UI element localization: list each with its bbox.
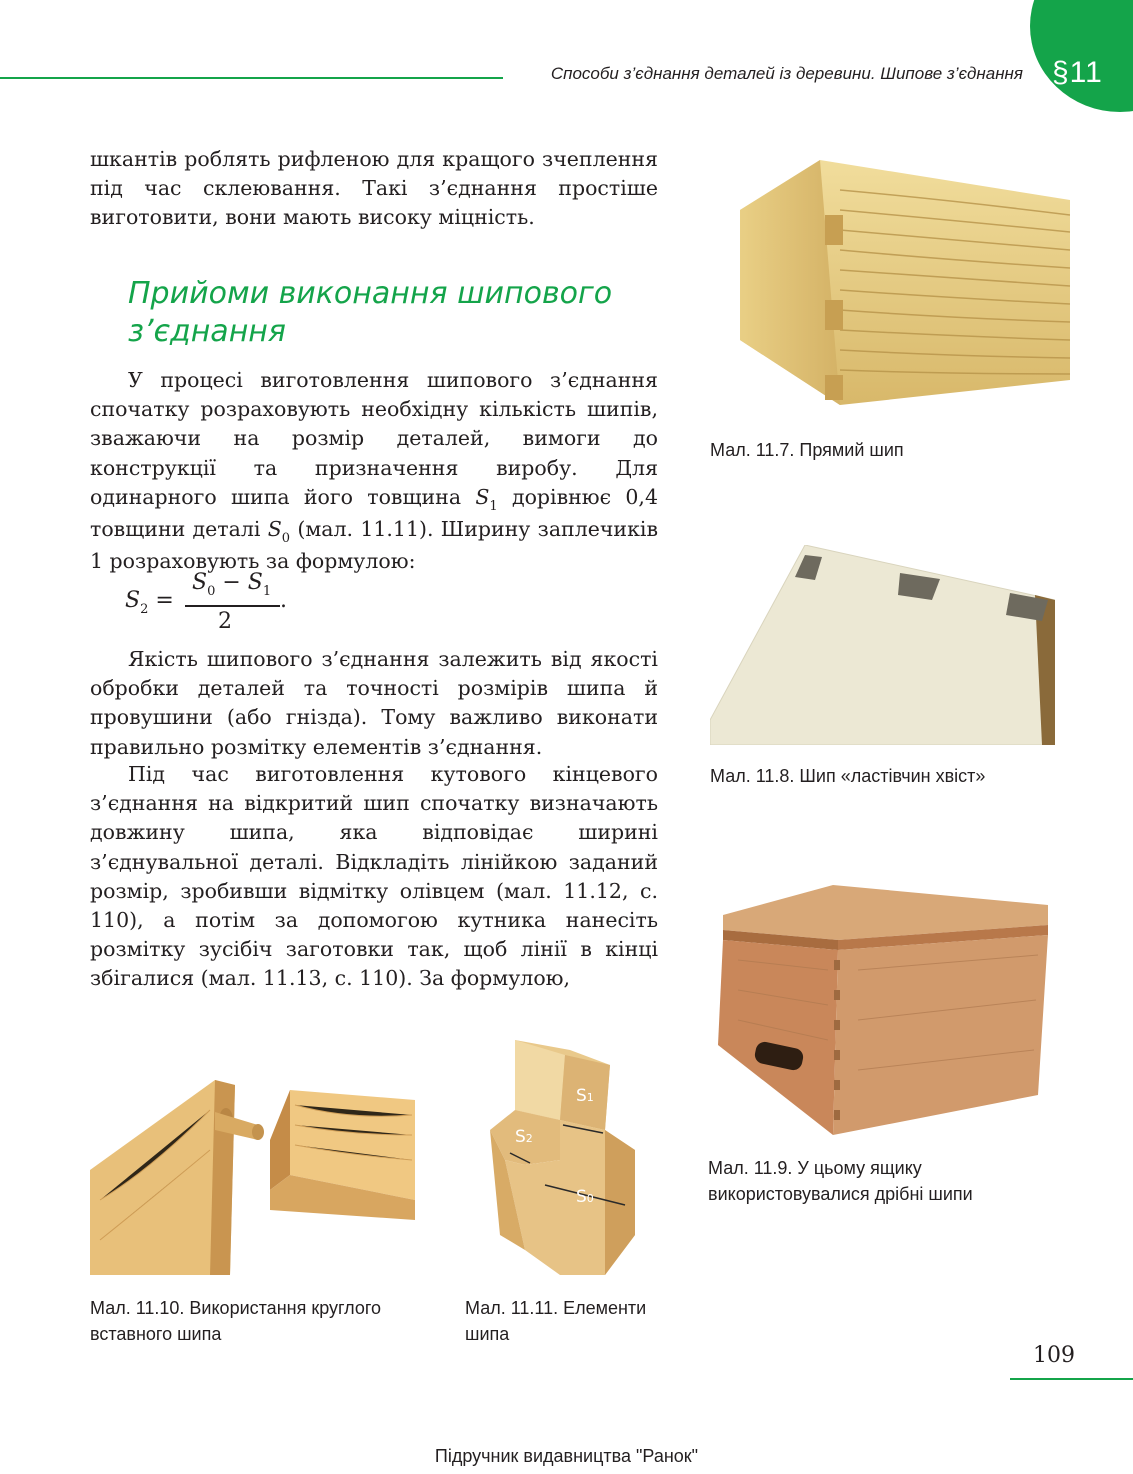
formula-numerator: $S_0 - S_1$ bbox=[192, 570, 272, 599]
page-number-rule bbox=[1010, 1378, 1133, 1380]
fraction-bar bbox=[185, 605, 280, 607]
paragraph-corner-joint: Під час виготовлення кутового кінцевого з’єднання на відкритий шип спочатку визначають довжину шипа, яка відповідає ширині з’єднувальної деталі. Відкладіть лінійкою заданий розмір, зробивши відмітку олівцем (мал. 11.12, с. 110), а потім за допомогою кутника нанесіть розмітку зусібіч заготовки так, щоб лінії в кінці збігалися (мал. 11.13, с. 110). За формулою, bbox=[90, 762, 658, 991]
caption-fig-11-8: Мал. 11.8. Шип «ластівчин хвіст» bbox=[710, 766, 986, 786]
formula-denominator: 2 bbox=[218, 609, 232, 634]
caption-fig-11-10 bbox=[90, 1295, 381, 1347]
formula-period: . bbox=[280, 588, 287, 613]
caption-fig-11-9 bbox=[708, 1155, 973, 1207]
figure-straight-tenon bbox=[740, 160, 1070, 405]
figure-box bbox=[718, 880, 1053, 1140]
running-title: Способи з’єднання деталей із деревини. Шипове з’єднання bbox=[550, 64, 1023, 83]
paragraph-quality: Якість шипового з’єднання залежить від якості обробки деталей та точності розмірів шипа й провушини (або гнізда). Тому важливо виконати правильно розмітку елементів з’єднання. bbox=[90, 647, 658, 759]
caption-fig-11-11-line2: шипа bbox=[465, 1324, 510, 1344]
header-rule bbox=[0, 77, 503, 79]
caption-fig-11-11-line1: Мал. 11.11. Елементи bbox=[465, 1298, 647, 1318]
figure-tenon-elements bbox=[485, 1035, 645, 1280]
figure-dowel-joint bbox=[90, 1050, 415, 1275]
section-number: §11 bbox=[1052, 56, 1103, 89]
caption-fig-11-7: Мал. 11.7. Прямий шип bbox=[710, 440, 904, 460]
label-s2: S2 bbox=[515, 1127, 533, 1147]
caption-fig-11-11 bbox=[465, 1295, 646, 1347]
caption-fig-11-10-line2: вставного шипа bbox=[90, 1324, 222, 1344]
section-heading: Прийоми виконання шипового з’єднання bbox=[128, 276, 613, 349]
caption-fig-11-9-line1: Мал. 11.9. У цьому ящику bbox=[708, 1158, 922, 1178]
footer-publisher: Підручник видавництва "Ранок" bbox=[434, 1446, 699, 1466]
caption-fig-11-10-line1: Мал. 11.10. Використання круглого bbox=[90, 1298, 382, 1318]
caption-fig-11-9-line2: використовувалися дрібні шипи bbox=[708, 1184, 973, 1204]
page-number: 109 bbox=[1033, 1343, 1075, 1368]
paragraph-continuation: шкантів роблять рифленою для кращого зчеплення під час склеювання. Такі з’єднання простіше виготовити, вони мають високу міцність. bbox=[90, 147, 658, 230]
label-s1: S1 bbox=[576, 1086, 594, 1106]
formula-lhs: $S_2$ = bbox=[125, 588, 174, 617]
label-s0: S0 bbox=[576, 1187, 594, 1207]
figure-dovetail bbox=[710, 545, 1055, 745]
paragraph-tenon-calculation: У процесі виготовлення шипового з’єднання спочатку розраховують необхідну кількість шипів, зважаючи на розмір деталей, вимоги до конструкції та призначення виробу. Для одинарного шипа його товщина $S_1$ дорівнює 0,4 товщини деталі $S_0$ (мал. 11.11). Ширину заплечиків 1 розраховують за формулою: bbox=[90, 368, 659, 574]
